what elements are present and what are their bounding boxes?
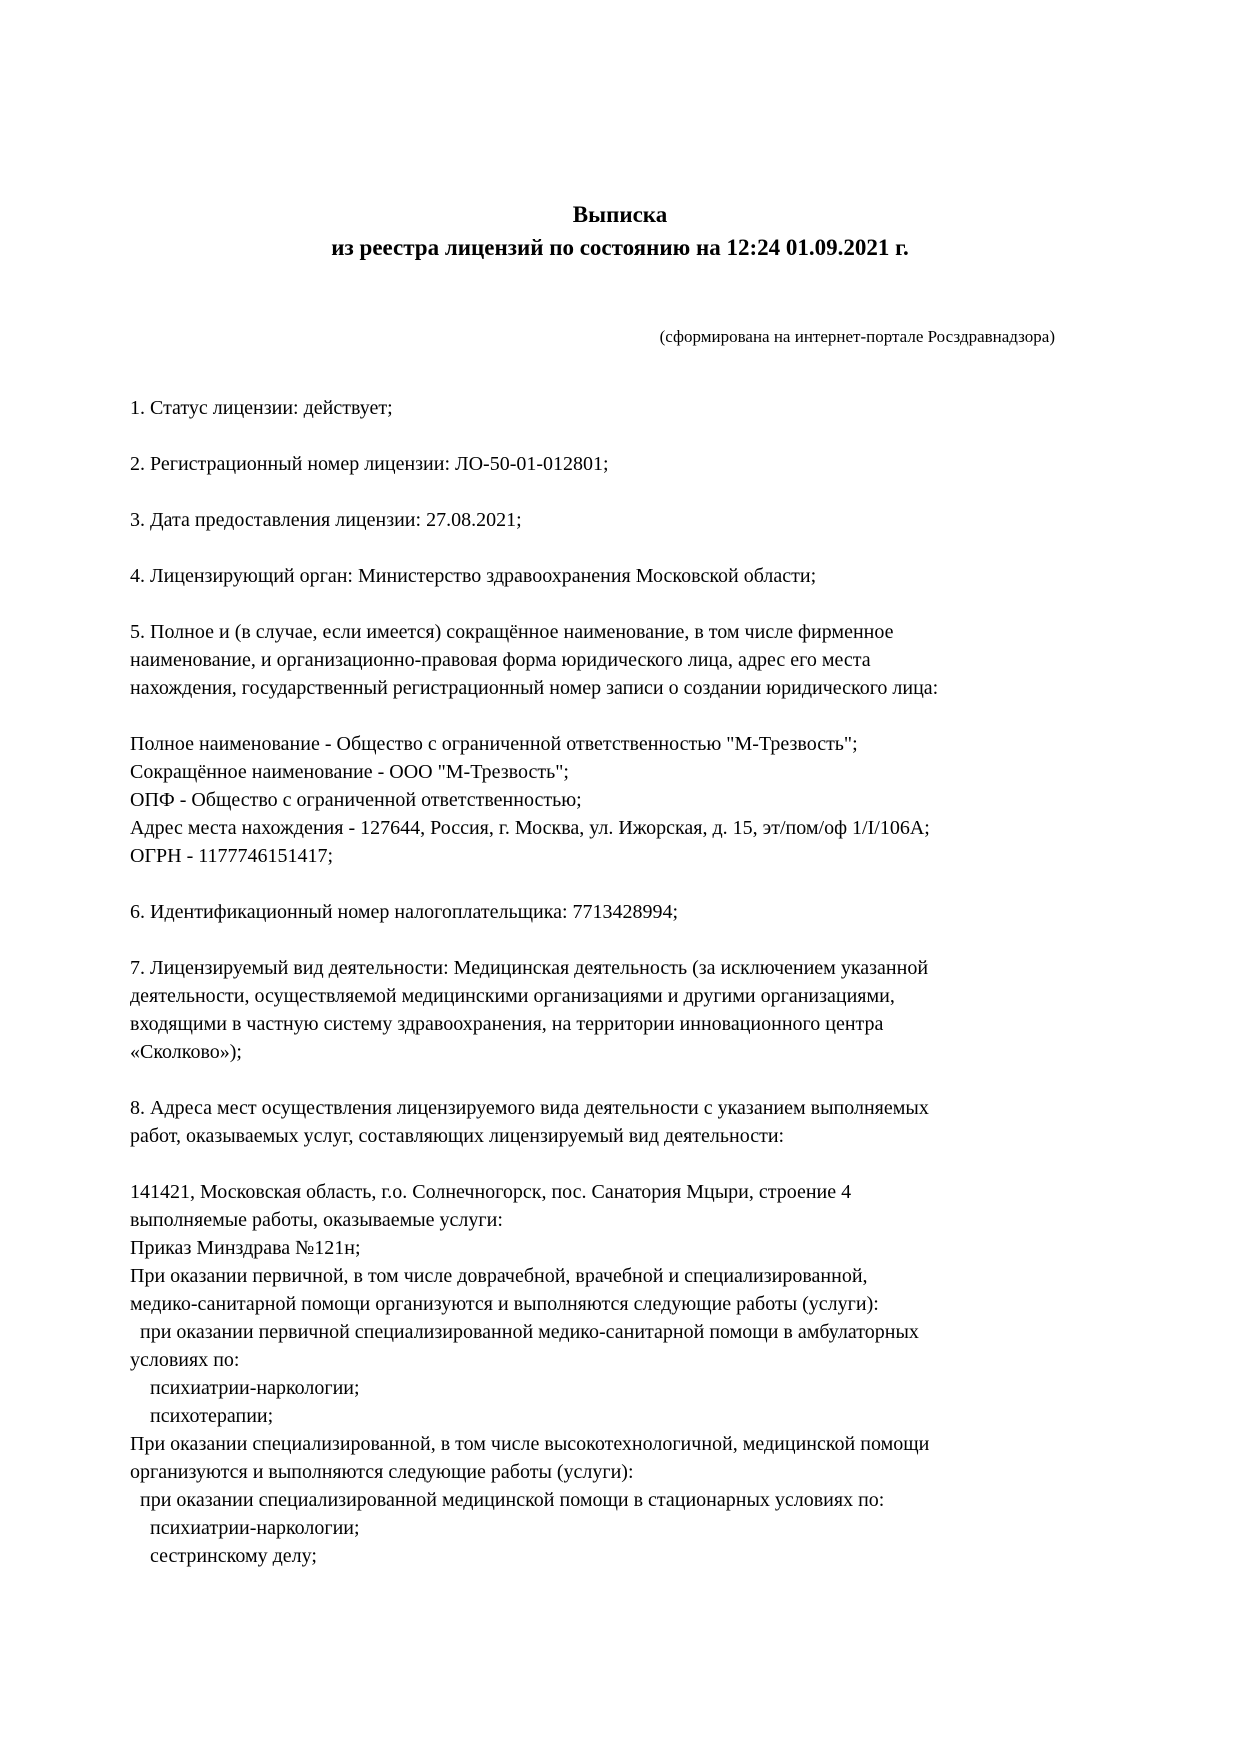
doc-line: организуются и выполняются следующие работы (услуги):: [130, 1461, 634, 1483]
paragraph-licensed-activity: [130, 954, 1110, 1066]
doc-line-order-reference: Приказ Минздрава №121н;: [130, 1237, 361, 1259]
paragraph-licensing-authority: [130, 562, 1110, 590]
doc-line: 2. Регистрационный номер лицензии: ЛО-50-01-012801;: [130, 453, 609, 475]
document-subtitle: (сформирована на интернет-портале Росздравнадзора): [659, 327, 1055, 346]
paragraph-name-heading: [130, 618, 1110, 702]
doc-line-address: Адрес места нахождения - 127644, Россия, г. Москва, ул. Ижорская, д. 15, эт/пом/оф 1/I/106А;: [130, 817, 930, 839]
doc-line: входящими в частную систему здравоохранения, на территории инновационного центра: [130, 1013, 884, 1035]
paragraph-taxpayer-number: [130, 898, 1110, 926]
doc-line: «Сколково»);: [130, 1041, 242, 1063]
doc-line: деятельности, осуществляемой медицинскими организациями и другими организациями,: [130, 985, 895, 1007]
doc-line: 4. Лицензирующий орган: Министерство здравоохранения Московской области;: [130, 565, 817, 587]
doc-line: При оказании специализированной, в том числе высокотехнологичной, медицинской помощи: [130, 1433, 930, 1455]
doc-line: при оказании специализированной медицинской помощи в стационарных условиях по:: [130, 1489, 885, 1511]
doc-line: при оказании первичной специализированной медико-санитарной помощи в амбулаторных: [130, 1321, 919, 1343]
doc-line: 5. Полное и (в случае, если имеется) сокращённое наименование, в том числе фирменное: [130, 621, 894, 643]
doc-line: 6. Идентификационный номер налогоплательщика: 7713428994;: [130, 901, 679, 923]
doc-line: 7. Лицензируемый вид деятельности: Медицинская деятельность (за исключением указанной: [130, 957, 929, 979]
doc-line-service-item: сестринскому делу;: [130, 1545, 317, 1567]
title-line-2: из реестра лицензий по состоянию на 12:24 01.09.2021 г.: [331, 235, 909, 260]
doc-line-ogrn: ОГРН - 1177746151417;: [130, 845, 334, 867]
doc-line: условиях по:: [130, 1349, 240, 1371]
paragraph-grant-date: [130, 506, 1110, 534]
doc-line-service-item: психиатрии-наркологии;: [130, 1517, 360, 1539]
doc-line: наименование, и организационно-правовая форма юридического лица, адрес его места: [130, 649, 871, 671]
doc-line-full-name: Полное наименование - Общество с ограниченной ответственностью "М-Трезвость";: [130, 733, 858, 755]
doc-line-service-item: психиатрии-наркологии;: [130, 1377, 360, 1399]
doc-line-service-item: психотерапии;: [130, 1405, 274, 1427]
doc-line: работ, оказываемых услуг, составляющих лицензируемый вид деятельности:: [130, 1125, 785, 1147]
doc-line: выполняемые работы, оказываемые услуги:: [130, 1209, 503, 1231]
doc-line: нахождения, государственный регистрационный номер записи о создании юридического лица:: [130, 677, 939, 699]
doc-line-legal-form: ОПФ - Общество с ограниченной ответственностью;: [130, 789, 582, 811]
doc-line-activity-address: 141421, Московская область, г.о. Солнечногорск, пос. Санатория Мцыри, строение 4: [130, 1181, 852, 1203]
title-line-1: Выписка: [572, 202, 668, 227]
document-title: [130, 198, 1110, 264]
doc-line: 8. Адреса мест осуществления лицензируемого вида деятельности с указанием выполняемых: [130, 1097, 929, 1119]
paragraph-registration-number: [130, 450, 1110, 478]
doc-line-short-name: Сокращённое наименование - ООО "М-Трезвость";: [130, 761, 569, 783]
doc-line: При оказании первичной, в том числе доврачебной, врачебной и специализированной,: [130, 1265, 868, 1287]
doc-line: медико-санитарной помощи организуются и выполняются следующие работы (услуги):: [130, 1293, 879, 1315]
paragraph-addresses-heading: [130, 1094, 1110, 1150]
paragraph-address-works-services: [130, 1178, 1110, 1570]
paragraph-license-status: [130, 394, 1110, 422]
doc-line: 3. Дата предоставления лицензии: 27.08.2021;: [130, 509, 522, 531]
doc-line: 1. Статус лицензии: действует;: [130, 397, 393, 419]
paragraph-organization-details: [130, 730, 1110, 870]
